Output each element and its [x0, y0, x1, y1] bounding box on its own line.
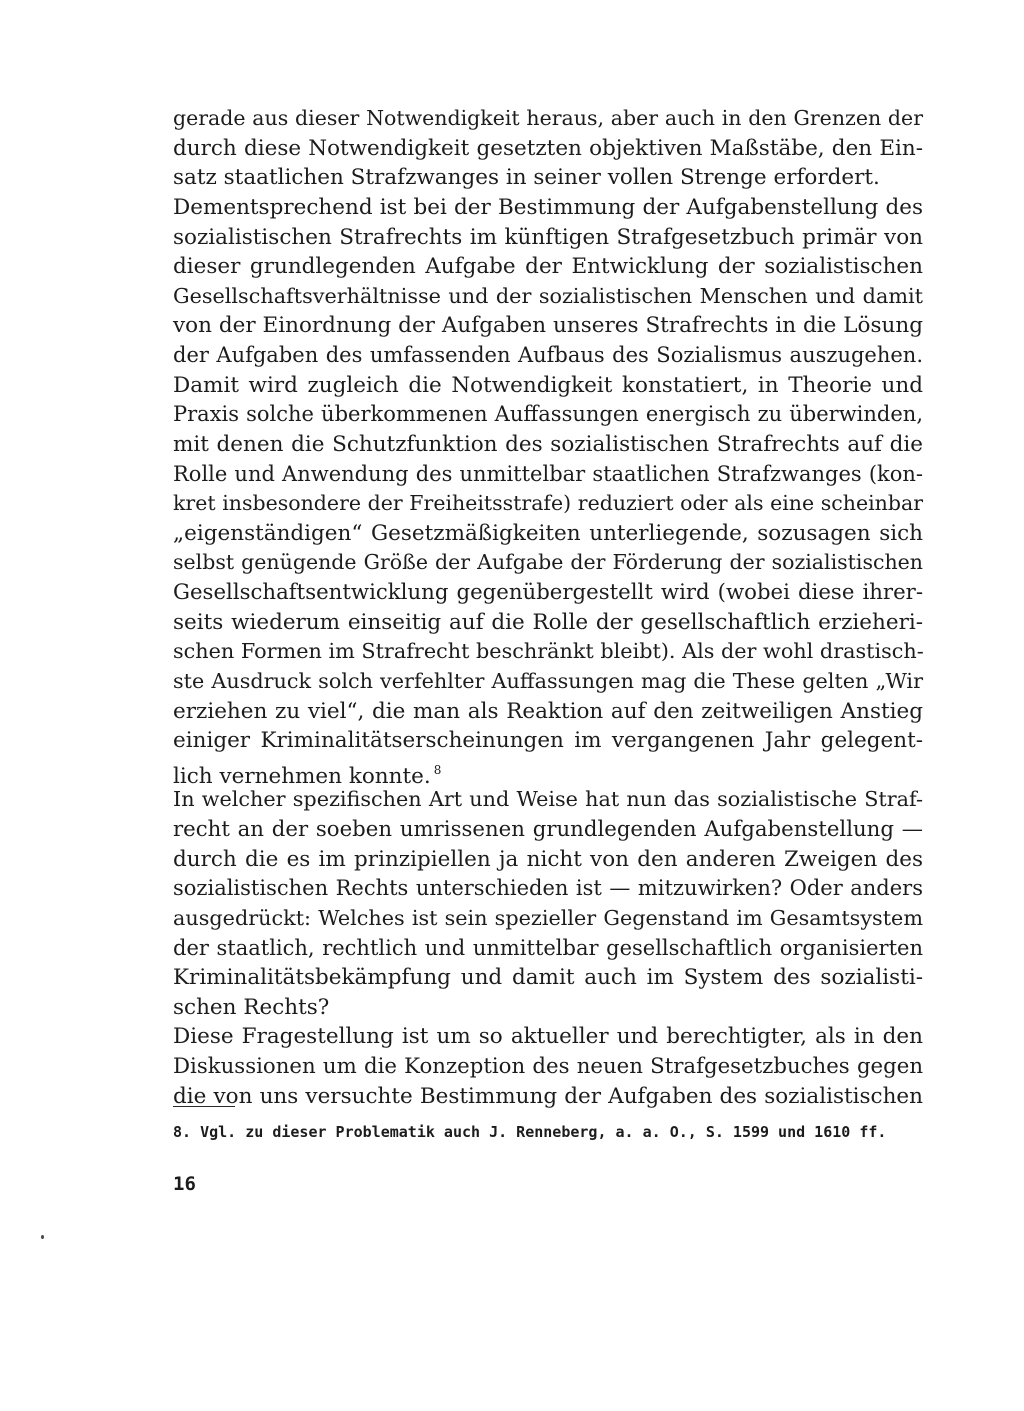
body-text [173, 104, 923, 1111]
footnote-divider [173, 1106, 235, 1107]
text-line: der Aufgaben des umfassenden Aufbaus des Sozialismus auszugehen. [173, 343, 923, 367]
text-line: seits wiederum einseitig auf die Rolle der gesellschaftlich erzieheri- [173, 609, 923, 635]
footnote: 8. Vgl. zu dieser Problematik auch J. Renneberg, a. a. O., S. 1599 und 1610 ff. [173, 1123, 887, 1141]
text-line: durch die es im prinzipiellen ja nicht von den anderen Zweigen des [173, 846, 923, 872]
text-line: Diese Fragestellung ist um so aktueller und berechtigter, als in den [173, 1024, 923, 1050]
text-line: von der Einordnung der Aufgaben unseres Strafrechts in die Lösung [173, 313, 923, 339]
text-line: selbst genügende Größe der Aufgabe der Förderung der sozialistischen [173, 550, 923, 575]
text-line: Diskussionen um die Konzeption des neuen Strafgesetzbuches gegen [173, 1054, 923, 1079]
text-line: sozialistischen Strafrechts im künftigen Strafgesetzbuch primär von [173, 224, 923, 250]
page-number: 16 [173, 1173, 196, 1195]
text-line: recht an der soeben umrissenen grundlegenden Aufgabenstellung — [173, 817, 923, 842]
text-line: „eigenständigen“ Gesetzmäßigkeiten unterliegende, sozusagen sich [173, 520, 923, 546]
text-line: dieser grundlegenden Aufgabe der Entwicklung der sozialistischen [173, 254, 923, 280]
text-line: erziehen zu viel“, die man als Reaktion auf den zeitweiligen Anstieg [173, 698, 923, 724]
text-line: einiger Kriminalitätserscheinungen im vergangenen Jahr gelegent- [173, 728, 923, 754]
text-line: satz staatlichen Strafzwanges in seiner vollen Strenge erfordert. [173, 165, 880, 191]
text-line [173, 756, 923, 789]
text-line: kret insbesondere der Freiheitsstrafe) reduziert oder als eine scheinbar [173, 491, 923, 516]
text-line: ausgedrückt: Welches ist sein spezieller Gegenstand im Gesamtsystem [173, 905, 923, 930]
text-line: Gesellschaftsverhältnisse und der sozialistischen Menschen und damit [173, 283, 923, 308]
scan-speck [41, 1235, 44, 1239]
text-line: durch diese Notwendigkeit gesetzten objektiven Maßstäbe, den Ein- [173, 135, 923, 161]
text-line: der staatlich, rechtlich und unmittelbar gesellschaftlich organisierten [173, 935, 923, 960]
text-line: Kriminalitätsbekämpfung und damit auch im System des sozialisti- [173, 965, 923, 991]
text-line: mit denen die Schutzfunktion des sozialistischen Strafrechts auf die [173, 431, 923, 457]
text-line-content: lich vernehmen konnte. [173, 763, 431, 789]
text-line: schen Formen im Strafrecht beschränkt bleibt). Als der wohl drastisch- [173, 639, 924, 664]
text-line: In welcher spezifischen Art und Weise hat nun das sozialistische Straf- [173, 787, 923, 812]
text-line: gerade aus dieser Notwendigkeit heraus, aber auch in den Grenzen der [173, 106, 923, 130]
text-line: schen Rechts? [173, 994, 330, 1020]
text-line: sozialistischen Rechts unterschieden ist — mitzuwirken? Oder anders [173, 876, 923, 901]
text-line: Dementsprechend ist bei der Bestimmung der Aufgabenstellung des [173, 194, 923, 220]
text-line: ste Ausdruck solch verfehlter Auffassungen mag die These gelten „Wir [173, 668, 923, 693]
footnote-marker[interactable]: 8 [433, 762, 442, 777]
text-line: Damit wird zugleich die Notwendigkeit konstatiert, in Theorie und [173, 372, 923, 398]
text-line: Praxis solche überkommenen Auffassungen energisch zu überwinden, [173, 402, 923, 427]
text-line: Gesellschaftsentwicklung gegenübergestellt wird (wobei diese ihrer- [173, 580, 923, 605]
text-line: die von uns versuchte Bestimmung der Aufgaben des sozialistischen [173, 1083, 923, 1109]
text-line: Rolle und Anwendung des unmittelbar staatlichen Strafzwanges (kon- [173, 461, 923, 486]
